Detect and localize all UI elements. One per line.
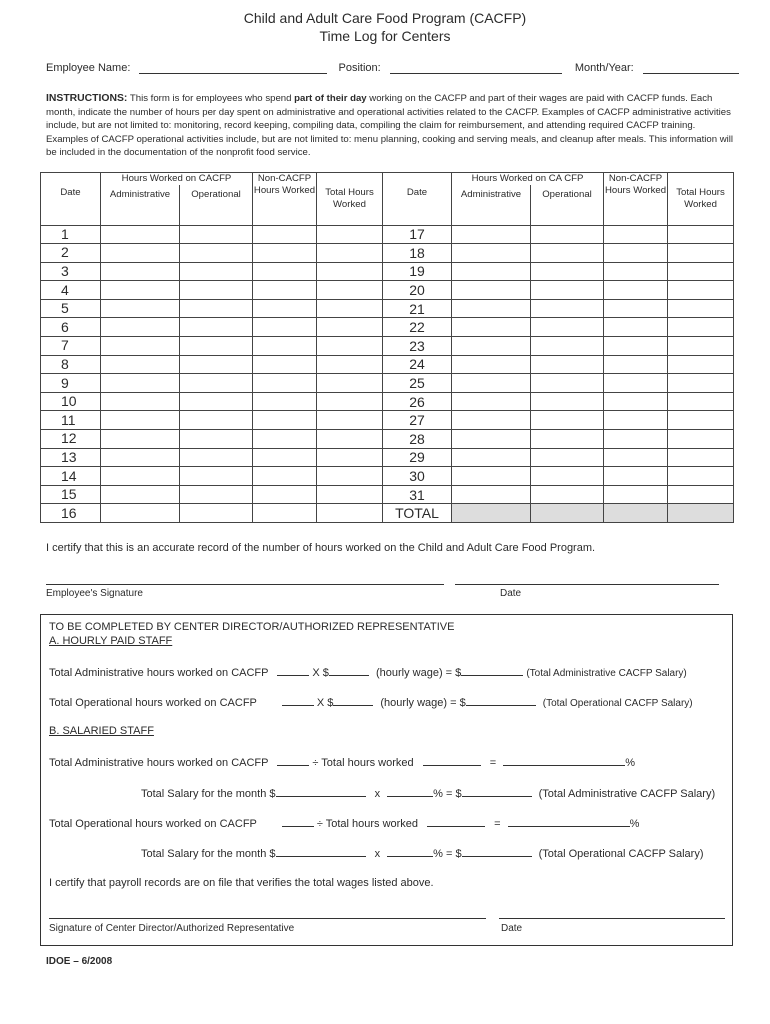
hourly-admin-wage-field[interactable] (329, 665, 369, 676)
hourly-operational-hours-field[interactable] (282, 695, 314, 706)
date-header-right: Date (383, 173, 452, 226)
hours-cell[interactable] (317, 262, 383, 281)
time-log-body (41, 225, 734, 523)
day-number: 18 (383, 244, 452, 263)
salaried-admin-month-salary-field[interactable] (276, 786, 366, 797)
non-cacfp-header-right: Non-CACFP Hours Worked (604, 173, 668, 226)
hours-cell[interactable] (101, 262, 180, 281)
hours-cell[interactable] (180, 430, 253, 449)
hours-cell[interactable] (531, 374, 604, 393)
director-date-line[interactable] (499, 918, 725, 919)
hours-cell[interactable] (531, 467, 604, 486)
hours-cell[interactable] (101, 337, 180, 356)
hours-cell[interactable] (452, 448, 531, 467)
hours-cell[interactable] (452, 225, 531, 244)
employee-date-label: Date (500, 588, 522, 599)
hours-cell[interactable] (317, 411, 383, 430)
hours-cell[interactable] (101, 392, 180, 411)
hourly-admin-row: Total Administrative hours worked on CACFP X $ (hourly wage) = $ (Total Administrative CACFP Salary) (49, 667, 687, 679)
hours-cell[interactable] (604, 281, 668, 300)
hours-cell[interactable] (668, 448, 734, 467)
operational-header-right: Operational (531, 185, 604, 225)
day-number: 29 (383, 448, 452, 467)
hours-cell[interactable] (604, 225, 668, 244)
hours-cell[interactable] (317, 281, 383, 300)
hours-cell[interactable] (531, 281, 604, 300)
month-year-field[interactable] (643, 62, 739, 74)
hours-cell[interactable] (604, 467, 668, 486)
director-heading: TO BE COMPLETED BY CENTER DIRECTOR/AUTHORIZED REPRESENTATIVE (49, 621, 455, 633)
salaried-operational-pct-field[interactable] (387, 846, 433, 857)
hours-cell[interactable] (317, 299, 383, 318)
hours-cell[interactable] (531, 355, 604, 374)
instructions (46, 92, 736, 160)
hours-cell[interactable] (253, 337, 317, 356)
day-number: 2 (41, 244, 101, 263)
total-hours-header-right: Total Hours Worked (668, 173, 734, 226)
hours-cell[interactable] (452, 485, 531, 504)
total-cell[interactable] (531, 504, 604, 523)
hourly-operational-salary-field[interactable] (466, 695, 536, 706)
salaried-operational-total-hours-field[interactable] (427, 816, 485, 827)
total-cell[interactable] (604, 504, 668, 523)
hours-cell[interactable] (317, 448, 383, 467)
hours-cell[interactable] (317, 355, 383, 374)
hours-cell[interactable] (180, 262, 253, 281)
hours-cell[interactable] (604, 485, 668, 504)
hours-cell[interactable] (668, 411, 734, 430)
non-cacfp-header-left: Non-CACFP Hours Worked (253, 173, 317, 226)
hours-cell[interactable] (317, 430, 383, 449)
day-number: 11 (41, 411, 101, 430)
hours-cell[interactable] (668, 244, 734, 263)
table-row (41, 374, 734, 393)
hours-cell[interactable] (101, 281, 180, 300)
hours-cell[interactable] (253, 392, 317, 411)
day-number: 24 (383, 355, 452, 374)
table-row (41, 448, 734, 467)
table-row (41, 411, 734, 430)
position-field[interactable] (390, 62, 562, 74)
day-number: 21 (383, 299, 452, 318)
day-number: 27 (383, 411, 452, 430)
hours-cell[interactable] (180, 374, 253, 393)
date-header-left: Date (41, 173, 101, 226)
hours-cell[interactable] (317, 392, 383, 411)
form-subtitle: Time Log for Centers (319, 28, 451, 44)
day-number: 1 (41, 225, 101, 244)
day-number: 14 (41, 467, 101, 486)
hours-cell[interactable] (101, 225, 180, 244)
salaried-admin-salary-row: Total Salary for the month $ x % = $ (Total Administrative CACFP Salary) (141, 788, 716, 800)
salaried-operational-salary-row: Total Salary for the month $ x % = $ (Total Operational CACFP Salary) (141, 848, 704, 860)
day-number: 5 (41, 299, 101, 318)
table-row (41, 225, 734, 244)
salaried-operational-row: Total Operational hours worked on CACFP ÷ Total hours worked = % (49, 818, 640, 830)
director-date-label: Date (501, 923, 523, 934)
hours-cacfp-header-right: Hours Worked on CA CFP (452, 173, 604, 186)
day-number: 10 (41, 392, 101, 411)
table-row (41, 337, 734, 356)
header-fields (46, 62, 739, 74)
day-number: 9 (41, 374, 101, 393)
hours-cacfp-header-left: Hours Worked on CACFP (101, 173, 253, 186)
hours-cell[interactable] (317, 504, 383, 523)
hours-cell[interactable] (180, 355, 253, 374)
director-signature-label: Signature of Center Director/Authorized Representative (49, 923, 295, 934)
salaried-admin-cacfp-salary-field[interactable] (462, 786, 532, 797)
day-number: 4 (41, 281, 101, 300)
hours-cell[interactable] (531, 411, 604, 430)
hours-cell[interactable] (253, 281, 317, 300)
hours-cell[interactable] (101, 374, 180, 393)
hours-cell[interactable] (531, 485, 604, 504)
hours-cell[interactable] (452, 299, 531, 318)
hours-cell[interactable] (180, 337, 253, 356)
hours-cell[interactable] (253, 448, 317, 467)
hours-cell[interactable] (180, 281, 253, 300)
salaried-admin-hours-field[interactable] (277, 755, 309, 766)
hours-cell[interactable] (317, 485, 383, 504)
hours-cell[interactable] (180, 485, 253, 504)
hours-cell[interactable] (253, 485, 317, 504)
hours-cell[interactable] (253, 299, 317, 318)
hours-cell[interactable] (253, 355, 317, 374)
day-number: 17 (383, 225, 452, 244)
instructions-text-1: This form is for employees who spend (129, 93, 292, 104)
day-number: 30 (383, 467, 452, 486)
total-label: TOTAL (383, 504, 452, 523)
hours-cell[interactable] (668, 299, 734, 318)
salaried-admin-percent-field[interactable] (503, 755, 625, 766)
hours-cell[interactable] (180, 504, 253, 523)
hours-cell[interactable] (668, 281, 734, 300)
hours-cell[interactable] (452, 374, 531, 393)
employee-name-field[interactable] (139, 62, 327, 74)
hours-cell[interactable] (452, 281, 531, 300)
hours-cell[interactable] (452, 355, 531, 374)
hours-cell[interactable] (531, 225, 604, 244)
salaried-admin-total-hours-field[interactable] (423, 755, 481, 766)
hours-cell[interactable] (668, 392, 734, 411)
hourly-staff-heading: A. HOURLY PAID STAFF (49, 635, 173, 647)
hours-cell[interactable] (668, 262, 734, 281)
day-number: 6 (41, 318, 101, 337)
hours-cell[interactable] (101, 430, 180, 449)
hours-cell[interactable] (317, 244, 383, 263)
day-number: 13 (41, 448, 101, 467)
day-number: 25 (383, 374, 452, 393)
salaried-operational-cacfp-salary-field[interactable] (462, 846, 532, 857)
position-label: Position: (338, 62, 381, 74)
day-number: 15 (41, 485, 101, 504)
day-number: 26 (383, 392, 452, 411)
day-number: 22 (383, 318, 452, 337)
hours-cell[interactable] (101, 485, 180, 504)
hourly-operational-wage-field[interactable] (333, 695, 373, 706)
hours-cell[interactable] (317, 337, 383, 356)
hours-cell[interactable] (604, 448, 668, 467)
hours-cell[interactable] (452, 392, 531, 411)
hours-cell[interactable] (531, 299, 604, 318)
hours-cell[interactable] (531, 262, 604, 281)
hourly-admin-hours-field[interactable] (277, 665, 309, 676)
hours-cell[interactable] (101, 504, 180, 523)
hours-cell[interactable] (668, 318, 734, 337)
salaried-admin-row: Total Administrative hours worked on CACFP ÷ Total hours worked = % (49, 757, 636, 769)
employee-signature-line[interactable] (46, 584, 444, 585)
hourly-operational-row: Total Operational hours worked on CACFP X $ (hourly wage) = $ (Total Operational CACFP Salary) (49, 697, 693, 709)
table-row (41, 355, 734, 374)
hours-cell[interactable] (604, 430, 668, 449)
table-row (41, 281, 734, 300)
hours-cell[interactable] (604, 262, 668, 281)
hours-cell[interactable] (668, 467, 734, 486)
director-section (40, 614, 733, 946)
operational-header-left: Operational (180, 185, 253, 225)
administrative-header-left: Administrative (101, 185, 180, 225)
hours-cell[interactable] (452, 430, 531, 449)
hours-cell[interactable] (531, 430, 604, 449)
hours-cell[interactable] (317, 225, 383, 244)
hours-cell[interactable] (531, 318, 604, 337)
day-number: 19 (383, 262, 452, 281)
director-signature-line[interactable] (49, 918, 486, 919)
hours-cell[interactable] (604, 299, 668, 318)
day-number: 12 (41, 430, 101, 449)
hours-cell[interactable] (317, 374, 383, 393)
salaried-staff-heading: B. SALARIED STAFF (49, 725, 154, 737)
hours-cell[interactable] (452, 337, 531, 356)
table-row (41, 467, 734, 486)
day-number: 7 (41, 337, 101, 356)
hourly-admin-salary-field[interactable] (461, 665, 523, 676)
table-row (41, 485, 734, 504)
hours-cell[interactable] (452, 318, 531, 337)
hours-cell[interactable] (604, 355, 668, 374)
table-row (41, 244, 734, 263)
hours-cell[interactable] (253, 262, 317, 281)
month-year-label: Month/Year: (574, 62, 634, 74)
instructions-bold: part of their day (294, 93, 367, 104)
hours-cell[interactable] (604, 337, 668, 356)
hours-cell[interactable] (452, 467, 531, 486)
table-row (41, 318, 734, 337)
employee-certification: I certify that this is an accurate record of the number of hours worked on the Child and Adult Care Food Program. (46, 542, 596, 554)
hours-cell[interactable] (253, 318, 317, 337)
total-hours-header-left: Total Hours Worked (317, 173, 383, 226)
payroll-certification: I certify that payroll records are on file that verifies the total wages listed above. (49, 877, 434, 889)
hours-cell[interactable] (531, 392, 604, 411)
hours-cell[interactable] (180, 467, 253, 486)
day-number: 20 (383, 281, 452, 300)
hours-cell[interactable] (668, 337, 734, 356)
salaried-operational-month-salary-field[interactable] (276, 846, 366, 857)
hours-cell[interactable] (101, 299, 180, 318)
hours-cell[interactable] (317, 467, 383, 486)
hours-cell[interactable] (253, 244, 317, 263)
hours-cell[interactable] (253, 374, 317, 393)
hours-cell[interactable] (253, 430, 317, 449)
hours-cell[interactable] (531, 337, 604, 356)
hours-cell[interactable] (180, 448, 253, 467)
hours-cell[interactable] (604, 411, 668, 430)
table-row (41, 430, 734, 449)
day-number: 8 (41, 355, 101, 374)
hours-cell[interactable] (604, 318, 668, 337)
hours-cell[interactable] (101, 244, 180, 263)
hours-cell[interactable] (180, 318, 253, 337)
hours-cell[interactable] (452, 411, 531, 430)
instructions-text-2: working on the CACFP and part of their wages are paid with CACFP funds. Each month, indicate the number of hours per day spent on administrative and operational activities related to the CACFP. Examples of CACFP administrative activities include, but are not limited to: monitoring, record keeping, compiling data, compiling the claim for reimbursement, and attending required CACFP training. Examples of CACFP operational activities include, but are not limited to: menu planning, cooking and serving meals, and cleanup after meals. This information will be included in the documentation of the nonprofit food service. (46, 93, 734, 159)
hours-cell[interactable] (668, 355, 734, 374)
hours-cell[interactable] (668, 485, 734, 504)
table-row (41, 299, 734, 318)
hours-cell[interactable] (604, 244, 668, 263)
hours-cell[interactable] (180, 225, 253, 244)
hours-cell[interactable] (253, 504, 317, 523)
form-footer: IDOE – 6/2008 (46, 956, 113, 967)
day-number: 16 (41, 504, 101, 523)
hours-cell[interactable] (668, 430, 734, 449)
table-row (41, 504, 734, 523)
hours-cell[interactable] (253, 467, 317, 486)
hours-cell[interactable] (101, 448, 180, 467)
hours-cell[interactable] (452, 244, 531, 263)
hours-cell[interactable] (531, 244, 604, 263)
salaried-operational-percent-field[interactable] (508, 816, 630, 827)
employee-signature-label: Employee's Signature (46, 588, 143, 599)
instructions-label: INSTRUCTIONS: (46, 93, 128, 104)
administrative-header-right: Administrative (452, 185, 531, 225)
hours-cell[interactable] (668, 225, 734, 244)
employee-name-label: Employee Name: (46, 62, 131, 74)
employee-date-line[interactable] (455, 584, 719, 585)
salaried-admin-pct-field[interactable] (387, 786, 433, 797)
day-number: 28 (383, 430, 452, 449)
day-number: 23 (383, 337, 452, 356)
hours-cell[interactable] (180, 244, 253, 263)
total-cell[interactable] (668, 504, 734, 523)
hours-cell[interactable] (180, 299, 253, 318)
hours-cell[interactable] (180, 411, 253, 430)
hours-cell[interactable] (253, 225, 317, 244)
hours-cell[interactable] (604, 374, 668, 393)
table-row (41, 392, 734, 411)
hours-cell[interactable] (101, 411, 180, 430)
hours-cell[interactable] (668, 374, 734, 393)
salaried-operational-hours-field[interactable] (282, 816, 314, 827)
hours-cell[interactable] (317, 318, 383, 337)
hours-cell[interactable] (604, 392, 668, 411)
time-log-table (40, 172, 734, 523)
table-row (41, 262, 734, 281)
day-number: 31 (383, 485, 452, 504)
hours-cell[interactable] (101, 467, 180, 486)
form-title: Child and Adult Care Food Program (CACFP) (243, 10, 527, 26)
hours-cell[interactable] (452, 262, 531, 281)
day-number: 3 (41, 262, 101, 281)
hours-cell[interactable] (253, 411, 317, 430)
hours-cell[interactable] (101, 318, 180, 337)
total-cell[interactable] (452, 504, 531, 523)
hours-cell[interactable] (531, 448, 604, 467)
hours-cell[interactable] (180, 392, 253, 411)
hours-cell[interactable] (101, 355, 180, 374)
